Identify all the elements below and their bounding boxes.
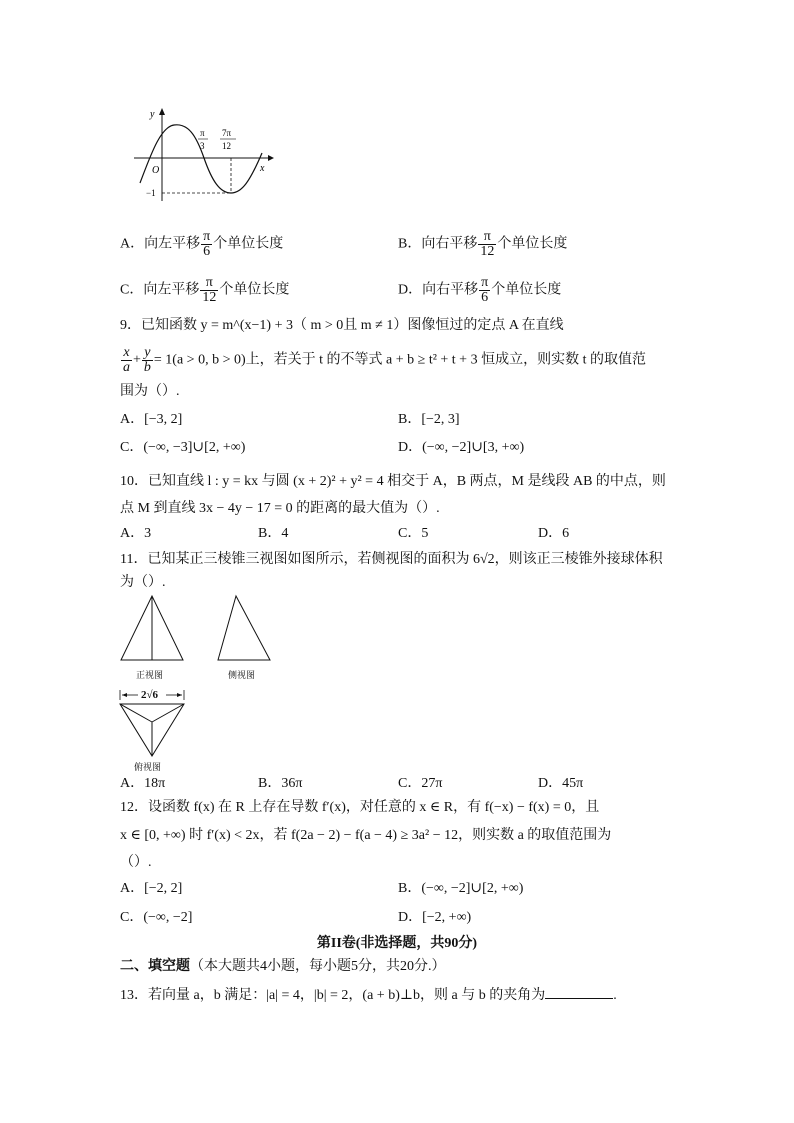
q12-stem-line2: x ∈ [0, +∞) 时 f′(x) < 2x，若 f(2a − 2) − f(a − 4) ≥ 3a² − 12，则实数 a 的取值范围为 [120,828,612,843]
top-view-label: 俯视图 [134,762,162,772]
x-axis-arrow-icon [268,155,274,161]
section-fill-in-title: 二、填空题 [120,959,190,974]
q9-stem-line2: $\frac{x}{a}$ + $\frac{y}{b}$ = 1(a > 0, b > 0)上，若关于 t 的不等式 a + b ≥ t² + t + 3 恒成立，则实数 t 的取值范 [123,345,646,375]
origin-label: O [152,165,160,176]
q11-option-c[interactable]: C．27π [398,776,443,791]
front-view-figure [118,594,188,664]
q12-option-c[interactable]: C．(−∞, −2] [120,910,193,925]
part2-title: 第II卷(非选择题，共90分) [316,936,478,951]
q9-option-d[interactable]: D．(−∞, −2]∪[3, +∞) [398,440,525,455]
side-view-label: 侧视图 [228,670,256,680]
front-view-label: 正视图 [136,670,164,680]
q10-option-a[interactable]: A．3 [120,526,152,541]
q11-option-d[interactable]: D．45π [538,776,584,791]
q10-option-d[interactable]: D．6 [538,526,570,541]
q12-stem-line1: 12．设函数 f(x) 在 R 上存在导数 f′(x)，对任意的 x ∈ R，有 f(−x) − f(x) = 0，且 [120,800,600,815]
q10-stem-line2: 点 M 到直线 3x − 4y − 17 = 0 的距离的最大值为（）. [120,501,440,516]
q9-option-b[interactable]: B．[−2, 3] [398,412,460,427]
y-axis-label: y [150,109,155,120]
q11-option-b[interactable]: B．36π [258,776,303,791]
q9-option-c[interactable]: C．(−∞, −3]∪[2, +∞) [120,440,246,455]
pi3-den: 3 [200,141,205,151]
minus-one-label: −1 [146,188,156,198]
q8-option-c[interactable]: C．向左平移 $\frac{\pi}{12}$ 个单位长度 [120,275,290,305]
q10-stem-line1: 10．已知直线 l : y = kx 与圆 (x + 2)² + y² = 4 相交于 A，B 两点，M 是线段 AB 的中点，则 [120,474,666,489]
pi712-num: 7π [222,128,232,138]
q12-option-b[interactable]: B．(−∞, −2]∪[2, +∞) [398,881,524,896]
q11-option-a[interactable]: A．18π [120,776,166,791]
q11-stem-line1: 11．已知某正三棱锥三视图如图所示，若侧视图的面积为 6√2，则该正三棱锥外接球体积 [120,552,663,567]
q8-option-d[interactable]: D．向右平移 $\frac{\pi}{6}$ 个单位长度 [398,275,562,305]
q13-answer-blank[interactable] [545,984,613,999]
q9-stem-line1: 9．已知函数 y = m^(x−1) + 3（ m > 0且 m ≠ 1）图像恒过的定点 A 在直线 [120,318,564,333]
pi712-den: 12 [222,141,231,151]
side-view-figure [214,594,276,664]
top-view-dimension: 2√6 [141,689,159,701]
pi3-num: π [200,128,205,138]
q12-stem-line3: （）. [120,855,152,870]
q10-option-b[interactable]: B．4 [258,526,289,541]
q8-option-a[interactable]: A．向左平移 $\frac{\pi}{6}$ 个单位长度 [120,229,284,259]
q12-option-d[interactable]: D．[−2, +∞) [398,910,472,925]
q9-option-a[interactable]: A．[−3, 2] [120,412,183,427]
q8-sine-graph [128,105,278,205]
q10-option-c[interactable]: C．5 [398,526,429,541]
q9-stem-line3: 围为（）. [120,384,180,399]
section-fill-in-heading [120,957,446,977]
q11-stem-line2: 为（）. [120,575,166,590]
y-axis-arrow-icon [159,108,165,115]
q13-stem: 13．若向量 a，b 满足：|a| = 4，|b| = 2，(a + b)⊥b，则 a 与 b 的夹角为 . [120,984,617,1006]
section-fill-in-note: （本大题共4小题，每小题5分，共20分.） [190,959,446,974]
x-axis-label: x [260,163,265,174]
q8-option-b[interactable]: B．向右平移 $\frac{\pi}{12}$ 个单位长度 [398,229,568,259]
q12-option-a[interactable]: A．[−2, 2] [120,881,183,896]
